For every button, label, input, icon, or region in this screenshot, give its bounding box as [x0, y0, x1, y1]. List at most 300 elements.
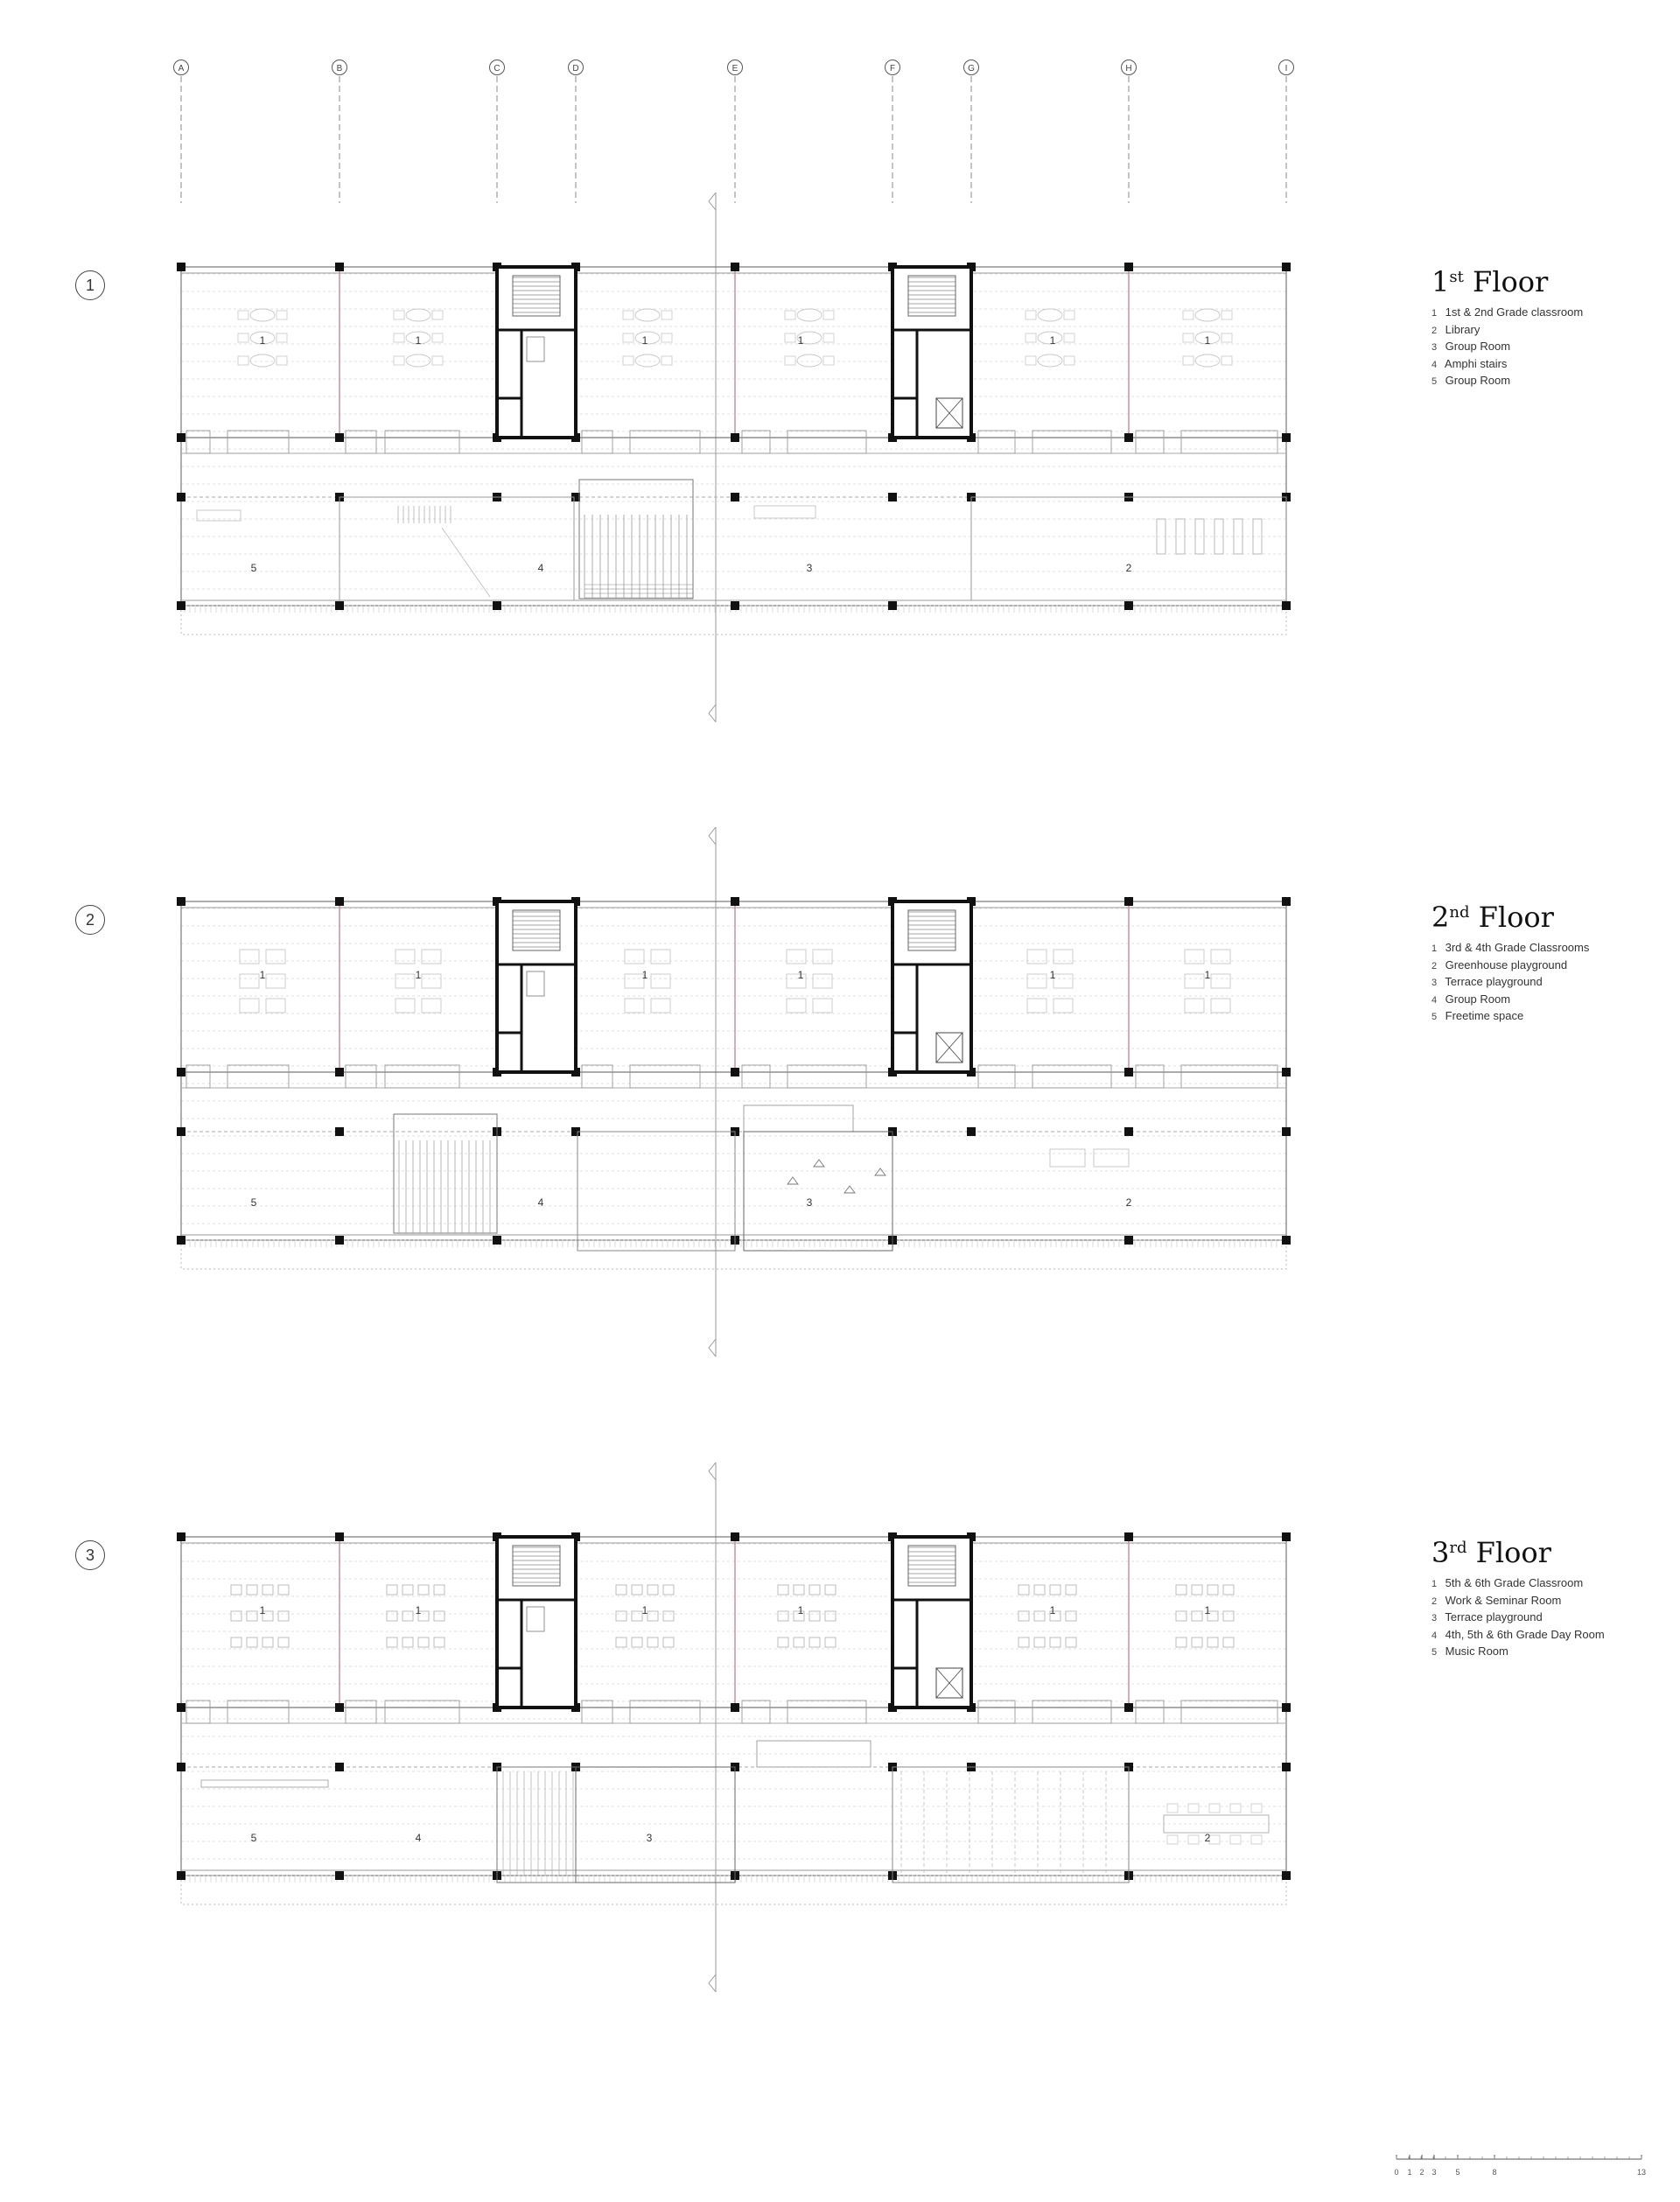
column: [731, 1532, 739, 1541]
storage-niche: [742, 431, 770, 453]
floor-title: 2nd Floor: [1432, 901, 1554, 934]
column: [177, 1532, 186, 1541]
floor-title: 3rd Floor: [1432, 1536, 1551, 1569]
storage-niche: [630, 1701, 700, 1723]
storage-niche: [582, 1701, 612, 1723]
service-core: [497, 267, 576, 438]
storage-niche: [1181, 1065, 1278, 1088]
desk: [632, 1585, 642, 1595]
room-label: 1: [641, 969, 648, 981]
room-label: 1: [797, 969, 804, 981]
desk-pod: [797, 309, 822, 321]
desk: [651, 974, 670, 988]
desk: [616, 1611, 626, 1621]
desk: [266, 974, 285, 988]
scale-tick-label: 2: [1419, 2168, 1424, 2177]
scale-tick-label: 0: [1394, 2168, 1399, 2177]
grid-axis-g: [964, 60, 979, 204]
desk: [663, 1611, 674, 1621]
scale-tick-label: 1: [1407, 2168, 1412, 2177]
storage-niche: [228, 1065, 289, 1088]
column: [335, 1703, 344, 1712]
core-wall: [497, 1537, 576, 1708]
column: [1282, 1703, 1291, 1712]
desk: [418, 1585, 429, 1595]
desk: [825, 1611, 836, 1621]
desk: [1034, 1585, 1045, 1595]
column: [335, 263, 344, 271]
play-object: [788, 1177, 798, 1184]
storage-niche: [788, 431, 866, 453]
chair: [1222, 311, 1232, 319]
column: [1282, 433, 1291, 442]
storage-niche: [630, 431, 700, 453]
desk: [1185, 974, 1204, 988]
section-marker: [709, 1339, 716, 1357]
column: [731, 433, 739, 442]
column: [1124, 1236, 1133, 1245]
desk: [1185, 999, 1204, 1013]
storage-niche: [346, 431, 376, 453]
chair: [823, 311, 834, 319]
chair: [623, 356, 634, 365]
column: [335, 1871, 344, 1880]
column: [1282, 1532, 1291, 1541]
legend-item: 5 Music Room: [1432, 1644, 1508, 1658]
chair: [432, 356, 443, 365]
room-label: 1: [415, 1604, 422, 1616]
desk: [422, 950, 441, 964]
room-label: 4: [537, 1196, 544, 1209]
service-core: [892, 267, 971, 438]
column: [177, 1763, 186, 1771]
chair: [238, 356, 248, 365]
desk: [648, 1611, 658, 1621]
storage-niche: [978, 1065, 1015, 1088]
desk-pod: [250, 354, 275, 367]
grid-axis-label: G: [968, 64, 975, 74]
legend-floor-2: [1432, 903, 1668, 1026]
column: [493, 1236, 501, 1245]
legend-item: 4 Amphi stairs: [1432, 356, 1508, 370]
legend-item: 2 Work & Seminar Room: [1432, 1593, 1562, 1607]
grid-axis-b: [332, 60, 347, 204]
desk: [1054, 974, 1073, 988]
grid-axis-label: A: [178, 64, 185, 74]
desk: [1066, 1611, 1076, 1621]
scale-tick-label: 8: [1492, 2168, 1497, 2177]
storage-niche: [1136, 431, 1164, 453]
desk: [1066, 1585, 1076, 1595]
canopy: [892, 1767, 1129, 1883]
desk: [434, 1637, 444, 1647]
room-label: 4: [415, 1832, 422, 1844]
chair: [1209, 1804, 1220, 1813]
desk: [402, 1585, 413, 1595]
desk: [1192, 1611, 1202, 1621]
column: [1282, 897, 1291, 906]
floor-marker-2: 2: [75, 905, 105, 935]
legend-item: 4 Group Room: [1432, 992, 1511, 1006]
room-label: 5: [250, 1196, 257, 1209]
desk: [396, 950, 415, 964]
desk: [1223, 1585, 1234, 1595]
chair: [1251, 1835, 1262, 1844]
chair: [823, 356, 834, 365]
legend-item: 3 Group Room: [1432, 340, 1511, 353]
desk: [794, 1585, 804, 1595]
chair: [785, 356, 795, 365]
room-label: 1: [1049, 334, 1056, 347]
core-wall: [497, 901, 576, 1072]
desk: [278, 1585, 289, 1595]
desk: [1018, 1637, 1029, 1647]
chair: [1026, 333, 1036, 342]
storage-niche: [1136, 1701, 1164, 1723]
desk: [809, 1585, 820, 1595]
chair: [785, 311, 795, 319]
room-label: 1: [1204, 969, 1211, 981]
chair: [1230, 1804, 1241, 1813]
desk: [1208, 1585, 1218, 1595]
room-label: 1: [641, 334, 648, 347]
chair: [394, 311, 404, 319]
chair: [623, 333, 634, 342]
desk: [813, 950, 832, 964]
grid-axis-e: [728, 60, 743, 204]
column: [493, 601, 501, 610]
column: [1282, 263, 1291, 271]
storage-niche: [788, 1701, 866, 1723]
grid-axis-h: [1122, 60, 1137, 204]
section-marker: [709, 193, 716, 210]
desk: [247, 1637, 257, 1647]
desk: [616, 1637, 626, 1647]
chair: [1167, 1804, 1178, 1813]
desk: [813, 999, 832, 1013]
desk-pod: [797, 354, 822, 367]
desk: [787, 999, 806, 1013]
desk: [231, 1637, 242, 1647]
room-label: 1: [415, 969, 422, 981]
room-label: 2: [1204, 1832, 1211, 1844]
desk: [1034, 1637, 1045, 1647]
room-label: 1: [259, 334, 266, 347]
legend-item: 3 Terrace playground: [1432, 1610, 1543, 1623]
desk: [262, 1585, 273, 1595]
legend-item: 2 Library: [1432, 322, 1480, 336]
section-marker: [709, 1974, 716, 1992]
room-label: 1: [415, 334, 422, 347]
chair: [1167, 1835, 1178, 1844]
desk: [1211, 999, 1230, 1013]
room-label: 2: [1125, 1196, 1132, 1209]
legend-item: 2 Greenhouse playground: [1432, 957, 1568, 971]
desk: [813, 974, 832, 988]
desk: [663, 1637, 674, 1647]
chair: [394, 333, 404, 342]
chair: [1188, 1835, 1199, 1844]
storage-niche: [1032, 431, 1111, 453]
grid-axis-c: [490, 60, 505, 204]
grid-axis-label: I: [1284, 64, 1288, 74]
column: [1124, 1532, 1133, 1541]
core-wall: [497, 267, 576, 438]
chair: [238, 311, 248, 319]
column: [177, 1127, 186, 1136]
desk: [422, 999, 441, 1013]
chair: [1064, 311, 1074, 319]
room-label: 3: [806, 1196, 813, 1209]
column: [731, 493, 739, 501]
section-marker: [709, 827, 716, 845]
grid-axis-d: [569, 60, 584, 204]
storage-niche: [346, 1065, 376, 1088]
desk: [778, 1585, 788, 1595]
legend-item: 4 4th, 5th & 6th Grade Day Room: [1432, 1627, 1605, 1641]
column: [1124, 1068, 1133, 1076]
desk: [809, 1611, 820, 1621]
desk: [625, 950, 644, 964]
grid-axis-label: C: [494, 64, 500, 74]
desk: [616, 1585, 626, 1595]
column: [731, 263, 739, 271]
desk-pod: [406, 354, 430, 367]
room-label: 5: [250, 1832, 257, 1844]
desk: [663, 1585, 674, 1595]
desk: [278, 1637, 289, 1647]
desk: [648, 1637, 658, 1647]
chair: [1230, 1835, 1241, 1844]
storage-niche: [742, 1701, 770, 1723]
chair: [276, 311, 287, 319]
desk: [632, 1637, 642, 1647]
grid-axis-label: E: [732, 64, 738, 74]
room-label: 3: [646, 1832, 653, 1844]
desk: [387, 1637, 397, 1647]
floor-marker-1: 1: [75, 270, 105, 300]
desk: [266, 999, 285, 1013]
chair: [1183, 356, 1194, 365]
desk: [794, 1637, 804, 1647]
desk: [1054, 999, 1073, 1013]
chair: [662, 356, 672, 365]
play-object: [814, 1160, 824, 1167]
storage-niche: [1032, 1701, 1111, 1723]
column: [335, 601, 344, 610]
storage-niche: [228, 431, 289, 453]
desk: [240, 974, 259, 988]
legend-item: 1 1st & 2nd Grade classroom: [1432, 305, 1584, 319]
table: [1094, 1149, 1129, 1167]
floor-plan-1: [177, 193, 1291, 722]
service-core: [497, 901, 576, 1072]
desk-pod: [1038, 354, 1062, 367]
storage-niche: [186, 431, 210, 453]
column: [1124, 601, 1133, 610]
table: [1050, 1149, 1085, 1167]
room-label: 1: [1204, 334, 1211, 347]
scale-bar: [1396, 2155, 1642, 2159]
storage-niche: [788, 1065, 866, 1088]
storage-niche: [978, 431, 1015, 453]
desk: [632, 1611, 642, 1621]
desk: [1208, 1637, 1218, 1647]
desk-pod: [250, 309, 275, 321]
desk: [778, 1611, 788, 1621]
desk: [1034, 1611, 1045, 1621]
desk: [1027, 999, 1046, 1013]
desk-pod: [635, 354, 660, 367]
group-room: [578, 1132, 735, 1251]
column: [335, 1127, 344, 1136]
floor-title: 1st Floor: [1432, 265, 1549, 298]
column: [1282, 1068, 1291, 1076]
terrace-deck: [497, 1767, 576, 1883]
desk: [402, 1637, 413, 1647]
storage-niche: [385, 1065, 459, 1088]
storage-niche: [346, 1701, 376, 1723]
legend-item: 5 Group Room: [1432, 374, 1511, 387]
desk: [651, 999, 670, 1013]
chair: [662, 311, 672, 319]
terrace-playground: [576, 1767, 735, 1883]
column: [1282, 601, 1291, 610]
desk: [825, 1637, 836, 1647]
section-marker: [709, 1462, 716, 1480]
chair: [823, 333, 834, 342]
column: [731, 1068, 739, 1076]
scale-tick-label: 13: [1636, 2168, 1647, 2177]
storage-niche: [186, 1701, 210, 1723]
column: [177, 1871, 186, 1880]
storage-niche: [228, 1701, 289, 1723]
storage-niche: [1032, 1065, 1111, 1088]
storage-niche: [385, 431, 459, 453]
chair: [1222, 333, 1232, 342]
desk: [1176, 1637, 1186, 1647]
column: [731, 601, 739, 610]
chair: [276, 356, 287, 365]
desk: [1223, 1611, 1234, 1621]
desk: [266, 950, 285, 964]
desk: [1018, 1585, 1029, 1595]
chair: [238, 333, 248, 342]
room-label: 1: [1049, 1604, 1056, 1616]
column: [888, 601, 897, 610]
desk: [1054, 950, 1073, 964]
desk: [1066, 1637, 1076, 1647]
floor-marker-3: 3: [75, 1540, 105, 1570]
column: [177, 1068, 186, 1076]
column: [335, 1236, 344, 1245]
chair: [276, 333, 287, 342]
desk-pod: [406, 309, 430, 321]
desk: [1050, 1585, 1060, 1595]
column: [731, 897, 739, 906]
floor-plan-3: [177, 1462, 1291, 1992]
storage-niche: [978, 1701, 1015, 1723]
storage-niche: [630, 1065, 700, 1088]
desk: [387, 1611, 397, 1621]
desk: [809, 1637, 820, 1647]
column: [177, 433, 186, 442]
room-label: 1: [259, 1604, 266, 1616]
floor-plan-2: [177, 827, 1291, 1357]
legend-floor-3: [1432, 1536, 1668, 1661]
column: [1282, 1236, 1291, 1245]
column: [888, 493, 897, 501]
desk: [247, 1611, 257, 1621]
play-object: [875, 1168, 886, 1175]
desk: [1176, 1585, 1186, 1595]
desk-pod: [635, 309, 660, 321]
chair: [1183, 333, 1194, 342]
chair: [394, 356, 404, 365]
chair: [662, 333, 672, 342]
scale-tick-label: 3: [1432, 2168, 1437, 2177]
storage-niche: [1181, 1701, 1278, 1723]
desk-pod: [1038, 309, 1062, 321]
room-label: 2: [1125, 562, 1132, 574]
desk: [1192, 1585, 1202, 1595]
grid-axis-label: H: [1125, 64, 1132, 74]
column: [967, 1127, 976, 1136]
desk: [278, 1611, 289, 1621]
piano-rail: [201, 1780, 328, 1787]
column: [177, 601, 186, 610]
desk: [648, 1585, 658, 1595]
storage-niche: [186, 1065, 210, 1088]
chair: [623, 311, 634, 319]
play-object: [844, 1186, 855, 1193]
grid-axis-label: B: [336, 64, 343, 74]
room-label: 1: [797, 334, 804, 347]
chair: [1251, 1804, 1262, 1813]
column: [1282, 1127, 1291, 1136]
desk: [651, 950, 670, 964]
service-core: [497, 1537, 576, 1708]
column: [1124, 897, 1133, 906]
storage-niche: [582, 431, 612, 453]
column: [335, 433, 344, 442]
room-label: 1: [641, 1604, 648, 1616]
chair: [1026, 311, 1036, 319]
room-label: 3: [806, 562, 813, 574]
chair: [432, 311, 443, 319]
column: [335, 1068, 344, 1076]
desk: [434, 1611, 444, 1621]
core-wall: [892, 901, 971, 1072]
column: [177, 1236, 186, 1245]
column: [335, 1763, 344, 1771]
column: [1282, 1871, 1291, 1880]
column: [177, 493, 186, 501]
desk: [396, 999, 415, 1013]
desk: [240, 950, 259, 964]
service-core: [892, 901, 971, 1072]
chair: [1222, 356, 1232, 365]
desk: [1176, 1611, 1186, 1621]
desk: [1050, 1637, 1060, 1647]
storage-niche: [582, 1065, 612, 1088]
desk-pod: [1195, 309, 1220, 321]
storage-niche: [1181, 431, 1278, 453]
column: [177, 897, 186, 906]
column: [1124, 1127, 1133, 1136]
library: [971, 497, 1286, 600]
chair: [432, 333, 443, 342]
